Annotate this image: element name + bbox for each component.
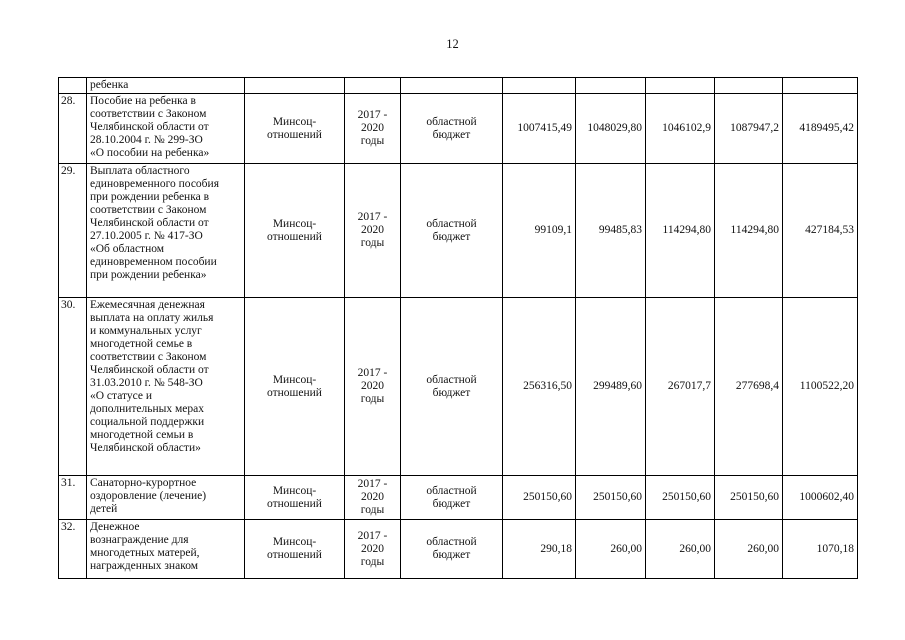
row-number: 31. (59, 476, 87, 520)
measure-name-line: дополнительных мерах (90, 403, 205, 415)
measure-name (87, 476, 245, 520)
value-2018-cell: 250150,60 (576, 476, 646, 520)
value-2019-cell: 260,00 (646, 520, 715, 579)
table-row (59, 164, 858, 298)
total-cell: 1000602,40 (783, 476, 858, 520)
table-row (59, 476, 858, 520)
total-cell: 427184,53 (783, 164, 858, 298)
measure-name (87, 520, 245, 579)
measure-name-line: 28.10.2004 г. № 299-ЗО (90, 134, 203, 146)
num-cell (59, 78, 87, 94)
value-2020-cell: 277698,4 (715, 298, 783, 476)
value-2018-cell: 299489,60 (576, 298, 646, 476)
measure-name-line: Челябинской области» (90, 442, 201, 454)
measure-name-line: и коммунальных услуг (90, 325, 202, 337)
value-2020-cell: 114294,80 (715, 164, 783, 298)
value-2019-cell: 250150,60 (646, 476, 715, 520)
period-cell (345, 78, 401, 94)
measure-name-line: соответствии с Законом (90, 351, 207, 363)
value-2019-cell (646, 78, 715, 94)
table-row (59, 298, 858, 476)
source-cell: областной бюджет (401, 298, 503, 476)
value-2019-cell: 114294,80 (646, 164, 715, 298)
measure-name-line: Пособие на ребенка в (90, 95, 196, 107)
value-2018-cell: 1048029,80 (576, 94, 646, 164)
source-cell: областной бюджет (401, 520, 503, 579)
row-number: 28. (59, 94, 87, 164)
source-cell: областной бюджет (401, 94, 503, 164)
table-row (59, 94, 858, 164)
measure-name-line: многодетной семьи в (90, 429, 194, 441)
measure-name (87, 164, 245, 298)
source-cell (401, 78, 503, 94)
row-number: 32. (59, 520, 87, 579)
measure-name-line: Челябинской области от (90, 364, 209, 376)
measure-name-line: «О статусе и (90, 390, 153, 402)
measure-name-line: при рождении ребенка» (90, 269, 207, 281)
measure-name-line: Денежное (90, 521, 140, 533)
budget-table (58, 77, 858, 579)
executor-cell: Минсоц- отношений (245, 94, 345, 164)
measure-name-line: детей (90, 503, 118, 515)
measure-name-line: «О пособии на ребенка» (90, 147, 210, 159)
measure-name-line: награжденных знаком (90, 560, 199, 572)
value-2018-cell (576, 78, 646, 94)
total-cell: 1100522,20 (783, 298, 858, 476)
table-body (59, 78, 858, 579)
measure-name-line: оздоровление (лечение) (90, 490, 207, 502)
value-2020-cell: 1087947,2 (715, 94, 783, 164)
value-2018-cell: 260,00 (576, 520, 646, 579)
value-2017-cell: 250150,60 (503, 476, 576, 520)
total-cell: 1070,18 (783, 520, 858, 579)
executor-cell: Минсоц- отношений (245, 164, 345, 298)
row-number: 29. (59, 164, 87, 298)
executor-cell: Минсоц- отношений (245, 476, 345, 520)
executor-cell: Минсоц- отношений (245, 298, 345, 476)
value-2017-cell: 99109,1 (503, 164, 576, 298)
measure-name-line: 31.03.2010 г. № 548-ЗО (90, 377, 203, 389)
measure-name-line: Выплата областного (90, 165, 190, 177)
name-cell: ребенка (87, 78, 245, 94)
value-2017-cell (503, 78, 576, 94)
executor-cell: Минсоц- отношений (245, 520, 345, 579)
value-2017-cell: 256316,50 (503, 298, 576, 476)
measure-name-line: 27.10.2005 г. № 417-ЗО (90, 230, 203, 242)
source-cell: областной бюджет (401, 476, 503, 520)
measure-name-line: выплата на оплату жилья (90, 312, 214, 324)
page-number: 12 (446, 37, 459, 51)
value-2017-cell: 290,18 (503, 520, 576, 579)
total-cell: 4189495,42 (783, 94, 858, 164)
row-number: 30. (59, 298, 87, 476)
period-cell: 2017 - 2020 годы (345, 94, 401, 164)
measure-name-line: многодетной семье в (90, 338, 193, 350)
measure-name-line: вознаграждение для (90, 534, 189, 546)
value-2019-cell: 267017,7 (646, 298, 715, 476)
period-cell: 2017 - 2020 годы (345, 298, 401, 476)
measure-name-line: при рождении ребенка в (90, 191, 210, 203)
measure-name-line: соответствии с Законом (90, 204, 207, 216)
measure-name-line: единовременном пособии (90, 256, 217, 268)
measure-name-line: соответствии с Законом (90, 108, 207, 120)
measure-name-line: Санаторно-курортное (90, 477, 197, 489)
value-2018-cell: 99485,83 (576, 164, 646, 298)
measure-name-line: социальной поддержки (90, 416, 205, 428)
total-cell (783, 78, 858, 94)
measure-name-line: Челябинской области от (90, 121, 209, 133)
measure-name (87, 298, 245, 476)
measure-name-line: единовременного пособия (90, 178, 219, 190)
table-row-continuation (59, 78, 858, 94)
measure-name-line: «Об областном (90, 243, 165, 255)
value-2017-cell: 1007415,49 (503, 94, 576, 164)
executor-cell (245, 78, 345, 94)
period-cell: 2017 - 2020 годы (345, 164, 401, 298)
measure-name (87, 94, 245, 164)
table-row (59, 520, 858, 579)
measure-name-line: Челябинской области от (90, 217, 209, 229)
value-2020-cell (715, 78, 783, 94)
period-cell: 2017 - 2020 годы (345, 476, 401, 520)
value-2020-cell: 260,00 (715, 520, 783, 579)
measure-name-line: многодетных матерей, (90, 547, 200, 559)
value-2019-cell: 1046102,9 (646, 94, 715, 164)
value-2020-cell: 250150,60 (715, 476, 783, 520)
measure-name-line: Ежемесячная денежная (90, 299, 205, 311)
source-cell: областной бюджет (401, 164, 503, 298)
period-cell: 2017 - 2020 годы (345, 520, 401, 579)
